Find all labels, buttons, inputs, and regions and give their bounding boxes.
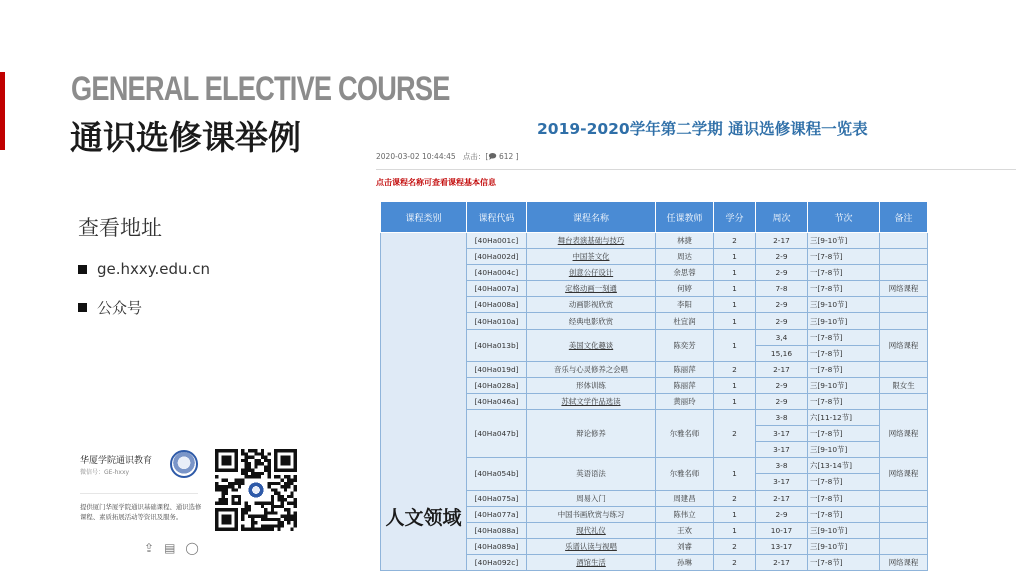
teacher: 陈奕芳: [656, 329, 714, 361]
course-code: [40Ha089a]: [467, 538, 527, 554]
note: 网络课程: [880, 281, 928, 297]
sections: 一[7-8节]: [808, 281, 880, 297]
sections: 三[9-10节]: [808, 538, 880, 554]
teacher: 王欢: [656, 522, 714, 538]
course-name-link[interactable]: 中国书画欣赏与练习: [527, 506, 656, 522]
note: [880, 522, 928, 538]
sections: 六[11-12节]: [808, 410, 880, 426]
clicks-label: 点击：: [462, 152, 486, 161]
course-code: [40Ha019d]: [467, 361, 527, 377]
publish-date: 2020-03-02 10:44:45: [376, 152, 456, 161]
column-header: 课程名称: [527, 202, 656, 233]
comment-icon[interactable]: ◯: [185, 541, 199, 555]
credit: 1: [714, 265, 756, 281]
course-name-link[interactable]: 现代礼仪: [527, 522, 656, 538]
note: [880, 361, 928, 377]
wechat-account-id: 微信号：GE-hxxy: [80, 469, 130, 476]
sections: 一[7-8节]: [808, 426, 880, 442]
weeks: 13-17: [756, 538, 808, 554]
sections: 三[9-10节]: [808, 297, 880, 313]
credit: 1: [714, 329, 756, 361]
credit: 1: [714, 281, 756, 297]
teacher: 黄丽玲: [656, 393, 714, 409]
slide-title: 通识选修课举例: [70, 118, 301, 157]
column-header: 节次: [808, 202, 880, 233]
course-code: [40Ha002d]: [467, 249, 527, 265]
sections: 一[7-8节]: [808, 329, 880, 345]
sections: 一[7-8节]: [808, 506, 880, 522]
weeks: 3-17: [756, 474, 808, 490]
column-header: 周次: [756, 202, 808, 233]
sections: 三[9-10节]: [808, 313, 880, 329]
sections: 一[7-8节]: [808, 361, 880, 377]
credit: 2: [714, 490, 756, 506]
click-count: 612: [498, 152, 514, 161]
weeks: 3-17: [756, 426, 808, 442]
teacher: 李阳: [656, 297, 714, 313]
wechat-account-card[interactable]: [64, 435, 214, 575]
divider: [376, 169, 1016, 170]
credit: 2: [714, 554, 756, 570]
note: [880, 297, 928, 313]
weeks: 3-8: [756, 458, 808, 474]
column-header: 课程代码: [467, 202, 527, 233]
course-name-link[interactable]: 音乐与心灵修养之会唱: [527, 361, 656, 377]
course-name-link[interactable]: 辩论修养: [527, 410, 656, 458]
course-name-link[interactable]: 创意公仔设计: [527, 265, 656, 281]
note: [880, 506, 928, 522]
course-name-link[interactable]: 舞台表演基础与技巧: [527, 233, 656, 249]
college-logo-icon: [170, 450, 198, 478]
credit: 1: [714, 458, 756, 490]
credit: 1: [714, 506, 756, 522]
credit: 2: [714, 233, 756, 249]
credit: 1: [714, 249, 756, 265]
weeks: 2-9: [756, 377, 808, 393]
sections: 一[7-8节]: [808, 345, 880, 361]
column-header: 备注: [880, 202, 928, 233]
weeks: 2-17: [756, 361, 808, 377]
course-code: [40Ha028a]: [467, 377, 527, 393]
course-code: [40Ha092c]: [467, 554, 527, 570]
weeks: 2-9: [756, 313, 808, 329]
document-notice: 点击课程名称可查看课程基本信息: [376, 178, 496, 187]
weeks: 3-17: [756, 442, 808, 458]
sections: 三[9-10节]: [808, 377, 880, 393]
qr-code-icon: [215, 449, 297, 531]
course-code: [40Ha047b]: [467, 410, 527, 458]
teacher: 杜宜润: [656, 313, 714, 329]
course-name-link[interactable]: 形体训练: [527, 377, 656, 393]
table-header-row: [381, 202, 928, 233]
wechat-description: 提供厦门华厦学院通识基础课程、通识选修课程、素质拓展活动等资讯及服务。: [80, 503, 202, 521]
weeks: 7-8: [756, 281, 808, 297]
course-name-link[interactable]: 苏轼文学作品选读: [527, 393, 656, 409]
column-header: 学分: [714, 202, 756, 233]
teacher: 陈丽萍: [656, 377, 714, 393]
bullet-text: ge.hxxy.edu.cn: [97, 260, 211, 278]
credit: 1: [714, 522, 756, 538]
teacher: 余思蓉: [656, 265, 714, 281]
weeks: 2-17: [756, 490, 808, 506]
weeks: 2-17: [756, 233, 808, 249]
category-cell: 人文领域: [381, 233, 467, 571]
sections: 三[9-10节]: [808, 233, 880, 249]
weeks: 10-17: [756, 522, 808, 538]
note: [880, 265, 928, 281]
teacher: 周建昌: [656, 490, 714, 506]
course-code: [40Ha004c]: [467, 265, 527, 281]
course-name-link[interactable]: 美国文化趣谈: [527, 329, 656, 361]
course-name-link[interactable]: 英语语法: [527, 458, 656, 490]
course-code: [40Ha013b]: [467, 329, 527, 361]
course-code: [40Ha007a]: [467, 281, 527, 297]
wechat-actions: [144, 541, 199, 555]
note: 网络课程: [880, 458, 928, 490]
teacher: 林捷: [656, 233, 714, 249]
note: [880, 538, 928, 554]
course-name-link[interactable]: 乐谱认读与视唱: [527, 538, 656, 554]
credit: 1: [714, 377, 756, 393]
course-name-link[interactable]: 定格动画一刻通: [527, 281, 656, 297]
document-title: 2019-2020学年第二学期 通识选修课程一览表: [537, 120, 868, 138]
weeks: 2-9: [756, 393, 808, 409]
note: [880, 313, 928, 329]
bullet-square-icon: [78, 303, 87, 312]
sections: 三[9-10节]: [808, 522, 880, 538]
teacher: 刘睿: [656, 538, 714, 554]
credit: 2: [714, 361, 756, 377]
course-code: [40Ha077a]: [467, 506, 527, 522]
teacher: 尔雅名师: [656, 410, 714, 458]
wechat-account-name: 华厦学院通识教育: [80, 456, 153, 466]
note: 网络课程: [880, 410, 928, 458]
credit: 2: [714, 538, 756, 554]
share-icon[interactable]: ⇪: [144, 541, 155, 555]
weeks: 2-9: [756, 249, 808, 265]
sections: 一[7-8节]: [808, 249, 880, 265]
sections: 一[7-8节]: [808, 490, 880, 506]
course-table: [380, 201, 928, 571]
credit: 1: [714, 297, 756, 313]
teacher: 陈丽萍: [656, 361, 714, 377]
divider: [80, 493, 198, 494]
weeks: 2-9: [756, 297, 808, 313]
sections: 一[7-8节]: [808, 554, 880, 570]
credit: 1: [714, 393, 756, 409]
teacher: 孙琳: [656, 554, 714, 570]
teacher: 尔雅名师: [656, 458, 714, 490]
table-row: [381, 233, 928, 249]
bullet-item-wechat: [78, 296, 210, 318]
course-name-link[interactable]: 中国茶文化: [527, 249, 656, 265]
course-code: [40Ha046a]: [467, 393, 527, 409]
sections: 一[7-8节]: [808, 474, 880, 490]
course-code: [40Ha054b]: [467, 458, 527, 490]
course-code: [40Ha008a]: [467, 297, 527, 313]
course-name-link[interactable]: 周易入门: [527, 490, 656, 506]
sections: 六[13-14节]: [808, 458, 880, 474]
weeks: 2-9: [756, 265, 808, 281]
accent-bar: [0, 72, 5, 150]
sections: 一[7-8节]: [808, 393, 880, 409]
note: 网络课程: [880, 329, 928, 361]
sections: 一[7-8节]: [808, 265, 880, 281]
section-heading: 查看地址: [78, 216, 162, 240]
sections: 三[9-10节]: [808, 442, 880, 458]
bullet-item-website: [78, 258, 210, 280]
note: [880, 249, 928, 265]
credit: 1: [714, 313, 756, 329]
weeks: 15,16: [756, 345, 808, 361]
teacher: 周达: [656, 249, 714, 265]
teacher: 陈伟立: [656, 506, 714, 522]
credit: 2: [714, 410, 756, 458]
bullet-list: [78, 258, 210, 334]
note: [880, 490, 928, 506]
course-code: [40Ha075a]: [467, 490, 527, 506]
document-meta: 2020-03-02 10:44:45 点击：[🗩 612 ]: [376, 152, 519, 161]
note: 网络课程: [880, 554, 928, 570]
course-name-link[interactable]: 酒馆生活: [527, 554, 656, 570]
weeks: 3-8: [756, 410, 808, 426]
bullet-square-icon: [78, 265, 87, 274]
course-code: [40Ha001c]: [467, 233, 527, 249]
teacher: 何婷: [656, 281, 714, 297]
course-code: [40Ha010a]: [467, 313, 527, 329]
weeks: 2-17: [756, 554, 808, 570]
weeks: 3,4: [756, 329, 808, 345]
note: [880, 233, 928, 249]
article-icon[interactable]: ▤: [164, 541, 176, 555]
course-name-link[interactable]: 经典电影欣赏: [527, 313, 656, 329]
slide-title-en: GENERAL ELECTIVE COURSE: [71, 70, 450, 108]
weeks: 2-9: [756, 506, 808, 522]
column-header: 课程类别: [381, 202, 467, 233]
column-header: 任课教师: [656, 202, 714, 233]
comment-icon: 🗩: [488, 152, 497, 161]
note: [880, 393, 928, 409]
course-name-link[interactable]: 动画影视欣赏: [527, 297, 656, 313]
bullet-text: 公众号: [97, 298, 143, 317]
course-code: [40Ha088a]: [467, 522, 527, 538]
note: 限女生: [880, 377, 928, 393]
